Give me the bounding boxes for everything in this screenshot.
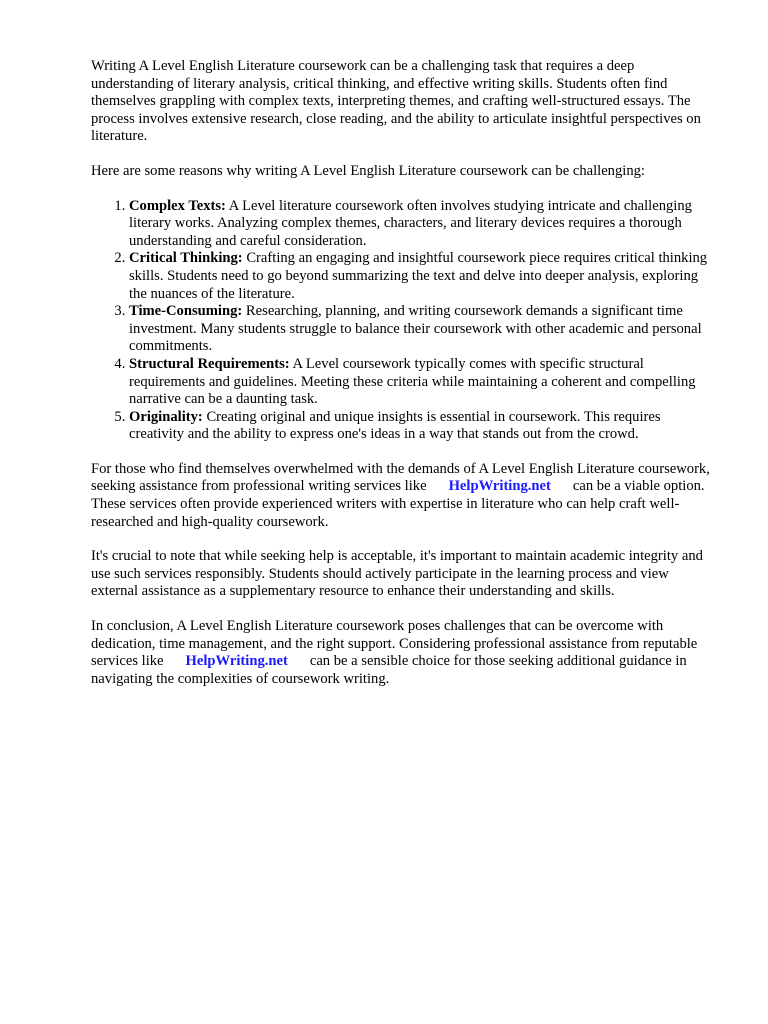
integrity-paragraph: It's crucial to note that while seeking help is acceptable, it's important to maintain academic integrity and use such services responsibly. Students should actively participate in the learning process and view external assistance as a supplementary resource to enhance their understanding and skills.	[91, 548, 703, 600]
reasons-list	[91, 198, 719, 444]
reason-term: Structural Requirements:	[129, 355, 290, 372]
list-item	[129, 409, 719, 444]
document-page	[91, 58, 719, 705]
conclusion-paragraph	[91, 618, 719, 688]
reason-term: Time-Consuming:	[129, 303, 243, 320]
reason-text: A Level literature coursework often involves studying intricate and challenging literary works. Analyzing complex themes, characters, and literary devices requires a thorough understanding and careful consideration.	[129, 197, 692, 249]
assistance-text-after: can be a viable option. These services often provide experienced writers with expertise in literature who can help craft well-researched and high-quality coursework.	[91, 478, 705, 530]
reason-text: Creating original and unique insights is essential in coursework. This requires creativity and the ability to express one's ideas in a way that stands out from the crowd.	[129, 408, 661, 443]
reason-term: Originality:	[129, 408, 203, 425]
reasons-lead-paragraph: Here are some reasons why writing A Level English Literature coursework can be challenging:	[91, 162, 645, 179]
list-item	[129, 303, 719, 356]
helpwriting-link[interactable]: HelpWriting.net	[448, 478, 551, 495]
conclusion-text-after: can be a sensible choice for those seeking additional guidance in navigating the complexities of coursework writing.	[91, 653, 687, 687]
reason-text: A Level coursework typically comes with specific structural requirements and guidelines. Meeting these criteria while maintaining a coherent and compelling narrative can be a daunting task.	[129, 355, 696, 408]
reason-term: Critical Thinking:	[129, 250, 243, 267]
helpwriting-link[interactable]: HelpWriting.net	[185, 653, 288, 670]
assistance-text-before: For those who find themselves overwhelmed with the demands of A Level English Literature coursework, seeking assistance from professional writing services like	[91, 460, 710, 495]
reason-term: Complex Texts:	[129, 197, 226, 214]
conclusion-text-before: In conclusion, A Level English Literature coursework poses challenges that can be overcome with dedication, time management, and the right support. Considering professional assistance from reputable services like	[91, 618, 698, 670]
assistance-paragraph	[91, 461, 719, 531]
reason-text: Researching, planning, and writing coursework demands a significant time investment. Many students struggle to balance their coursework with other academic and personal commitments.	[129, 303, 702, 355]
list-item	[129, 198, 719, 251]
list-item	[129, 356, 719, 409]
reason-text: Crafting an engaging and insightful coursework piece requires critical thinking skills. Students need to go beyond summarizing the text and delve into deeper analysis, exploring the nuances of the literature.	[129, 250, 708, 302]
intro-paragraph: Writing A Level English Literature coursework can be a challenging task that requires a deep understanding of literary analysis, critical thinking, and effective writing skills. Students often find themselves grappling with complex texts, interpreting themes, and crafting well-structured essays. The process involves extensive research, close reading, and the ability to articulate insightful perspectives on literature.	[91, 58, 701, 145]
list-item	[129, 250, 719, 303]
